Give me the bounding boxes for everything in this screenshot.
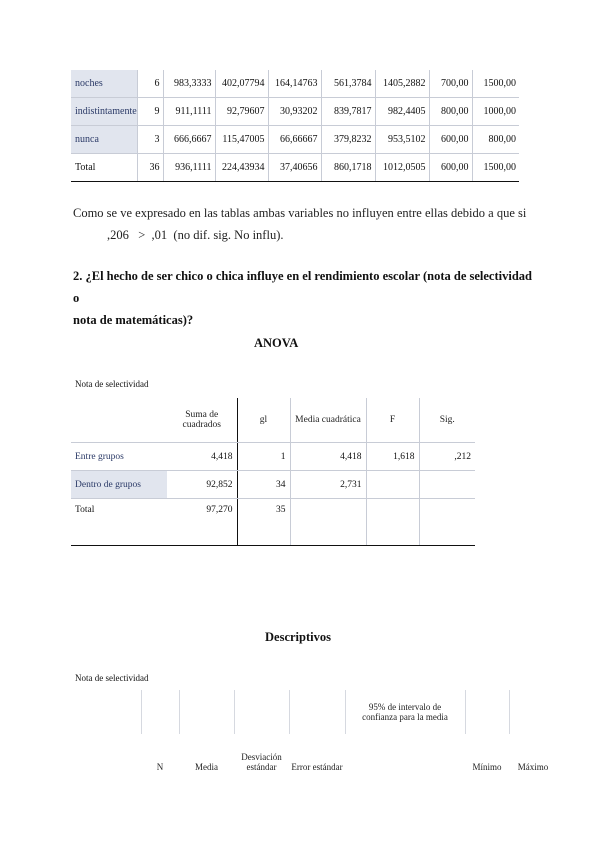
anova-cell-sig [419,471,475,499]
desc-header-blank [465,690,509,734]
table-cell: 379,8232 [321,126,375,154]
desc-header-blank [234,690,289,734]
table-row [71,471,475,499]
anova-header-gl: gl [237,398,290,443]
anova-cell-ms: 4,418 [290,443,366,471]
desc-header-blank [141,690,179,734]
desc-header-max: Máximo [517,762,549,772]
anova-header-f: F [366,398,419,443]
desc-header-blank [179,690,234,734]
anova-cell-sig: ,212 [419,443,475,471]
table-cell: 92,79607 [215,98,268,126]
anova-cell-ms: 2,731 [290,471,366,499]
conclusion-line-1: Como se ve expresado en las tablas ambas variables no influyen entre ellas debido a que si [73,206,527,220]
table-cell: 115,47005 [215,126,268,154]
descriptivos-title: Descriptivos [265,630,331,644]
question-line-1: 2. ¿El hecho de ser chico o chica influye en el rendimiento escolar (nota de selectividad o [73,269,532,305]
desc-header-min: Mínimo [472,762,502,772]
table-row [71,154,519,182]
table-cell: 982,4405 [375,98,429,126]
table-cell: 6 [137,70,163,98]
desc-header-desv-line1: Desviación [241,752,282,762]
table-cell: 700,00 [429,70,472,98]
anova-cell-f [366,471,419,499]
desc-header-blank [289,690,345,734]
desc-header-blank [71,690,141,734]
table-cell: 936,1111 [163,154,215,182]
question-line-2: nota de matemáticas)? [73,313,194,327]
question-heading [73,265,533,331]
desc-header-media: Media [195,762,218,772]
anova-header-ss [167,398,237,443]
desc-header-blank [71,734,141,772]
table-cell: 600,00 [429,154,472,182]
desc-header-ci-line2: confianza para la media [362,712,448,722]
anova-cell-sig [419,499,475,546]
desc-header-desv [234,734,289,772]
table-cell: 66,66667 [268,126,321,154]
table-row [71,98,519,126]
table-cell: 37,40656 [268,154,321,182]
anova-row-label: Entre grupos [71,443,167,471]
row-label: indistintamente [71,98,137,126]
table-cell: 36 [137,154,163,182]
table-cell: 600,00 [429,126,472,154]
anova-header-ss-line2: cuadrados [182,420,221,430]
table-cell: 953,5102 [375,126,429,154]
desc-header-blank [509,690,557,734]
table-cell: 983,3333 [163,70,215,98]
table-cell: 30,93202 [268,98,321,126]
anova-table [71,398,475,546]
desc-header-ci [345,690,465,734]
row-label: nunca [71,126,137,154]
table-cell: 860,1718 [321,154,375,182]
descriptivos-caption: Nota de selectividad [75,673,149,683]
descriptive-table-top [71,70,519,182]
table-cell: 1405,2882 [375,70,429,98]
anova-cell-ss: 97,270 [167,499,237,546]
table-cell: 1000,00 [472,98,519,126]
table-cell: 561,3784 [321,70,375,98]
table-cell: 164,14763 [268,70,321,98]
anova-cell-gl: 34 [237,471,290,499]
conclusion-line-2: ,206 > ,01 (no dif. sig. No influ). [107,228,284,242]
table-cell: 666,6667 [163,126,215,154]
table-cell: 1500,00 [472,154,519,182]
table-cell: 3 [137,126,163,154]
anova-cell-ss: 92,852 [167,471,237,499]
anova-row-label: Dentro de grupos [71,471,167,499]
table-cell: 800,00 [429,98,472,126]
anova-cell-f: 1,618 [366,443,419,471]
anova-caption: Nota de selectividad [75,379,149,389]
anova-header-ms: Media cuadrática [290,398,366,443]
desc-header-n: N [156,762,164,772]
anova-title: ANOVA [254,336,299,350]
table-cell: 9 [137,98,163,126]
anova-cell-ss: 4,418 [167,443,237,471]
table-cell: 402,07794 [215,70,268,98]
row-label: Total [71,154,137,182]
table-row [71,443,475,471]
table-cell: 1012,0505 [375,154,429,182]
anova-header-sig: Sig. [419,398,475,443]
table-cell: 800,00 [472,126,519,154]
table-row [71,499,475,546]
anova-header-ss-line1: Suma de [185,410,219,420]
table-cell: 839,7817 [321,98,375,126]
desc-header-desv-line2: estándar [246,762,277,772]
anova-cell-f [366,499,419,546]
table-cell: 224,43934 [215,154,268,182]
row-label: noches [71,70,137,98]
table-row [71,126,519,154]
desc-header-blank [407,734,465,772]
anova-cell-ms [290,499,366,546]
desc-header-ci-line1: 95% de intervalo de [368,702,442,712]
descriptivos-header-table [71,690,557,772]
anova-cell-gl: 1 [237,443,290,471]
anova-row-label: Total [71,499,167,546]
desc-header-error: Error estándar [291,762,343,772]
table-cell: 1500,00 [472,70,519,98]
table-row [71,70,519,98]
anova-cell-gl: 35 [237,499,290,546]
table-cell: 911,1111 [163,98,215,126]
anova-header-blank [71,398,167,443]
desc-header-blank [345,734,407,772]
